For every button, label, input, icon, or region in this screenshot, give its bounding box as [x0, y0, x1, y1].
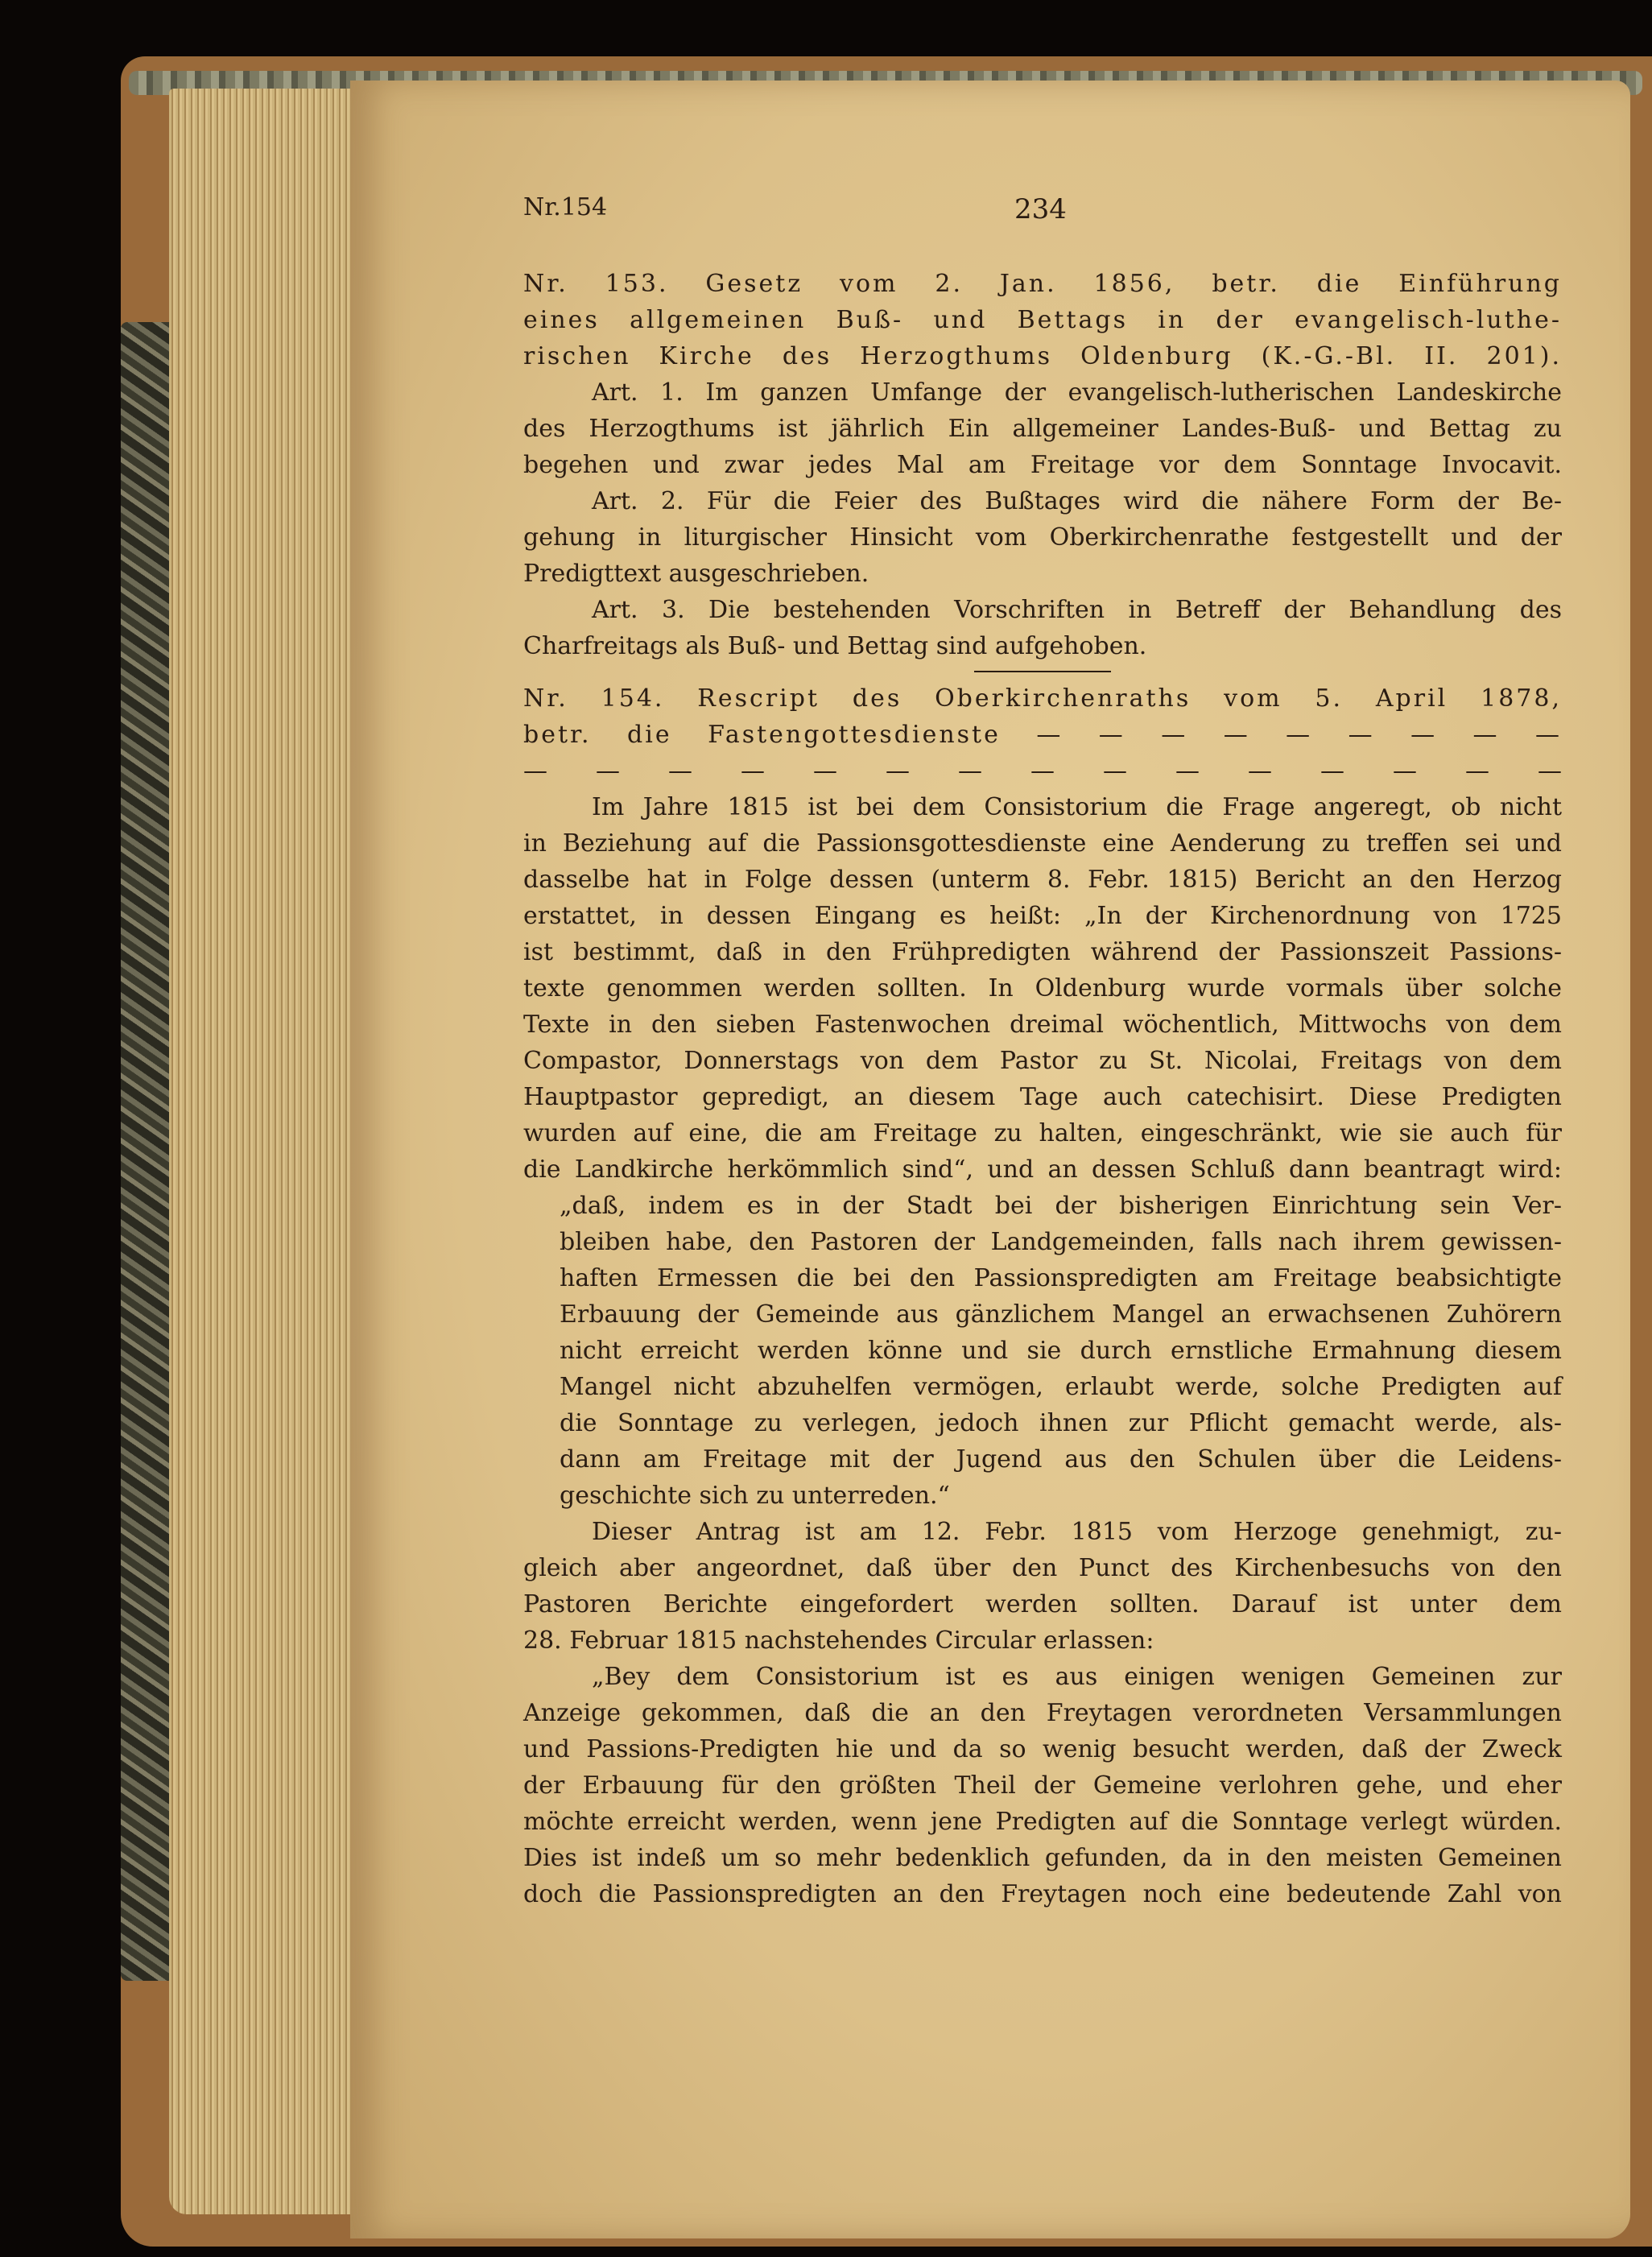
quote-line: bleiben habe, den Pastoren der Landgemeinden, falls nach ihrem gewissen-	[560, 1228, 1562, 1256]
text-line: begehen und zwar jedes Mal am Freitage vor dem Sonntage Invocavit.	[523, 451, 1562, 479]
text-line: doch die Passionspredigten an den Freytagen noch eine bedeutende Zahl von	[523, 1880, 1562, 1908]
text-line: und Passions-Predigten hie und da so wenig besucht werden, daß der Zweck	[523, 1735, 1562, 1763]
text-line: die Landkirche herkömmlich sind“, und an dessen Schluß dann beantragt wird:	[523, 1155, 1562, 1184]
running-head: Nr.154	[523, 193, 608, 221]
text-line: Anzeige gekommen, daß die an den Freytagen verordneten Versammlungen	[523, 1699, 1562, 1727]
text-line: Dieser Antrag ist am 12. Febr. 1815 vom Herzoge genehmigt, zu-	[592, 1518, 1562, 1546]
quote-line: nicht erreicht werden könne und sie durch ernstliche Ermahnung diesem	[560, 1337, 1562, 1365]
text-line: „Bey dem Consistorium ist es aus einigen wenigen Gemeinen zur	[592, 1663, 1562, 1691]
page-edges	[169, 89, 354, 2214]
text-line: Texte in den sieben Fastenwochen dreimal wöchentlich, Mittwochs von dem	[523, 1011, 1562, 1039]
text-line: in Beziehung auf die Passionsgottesdienste eine Aenderung zu treffen sei und	[523, 829, 1562, 858]
quote-line: „daß, indem es in der Stadt bei der bisherigen Einrichtung sein Ver-	[560, 1192, 1562, 1220]
page-number: 234	[1014, 193, 1067, 225]
text-line: texte genommen werden sollten. In Oldenburg wurde vormals über solche	[523, 974, 1562, 1002]
text-line: Art. 1. Im ganzen Umfange der evangelisch-lutherischen Landeskirche	[592, 378, 1562, 407]
section-divider	[974, 671, 1111, 672]
text-line: Pastoren Berichte eingefordert werden sollten. Darauf ist unter dem	[523, 1590, 1562, 1618]
text-line: Art. 3. Die bestehenden Vorschriften in Betreff der Behandlung des	[592, 596, 1562, 624]
text-line: Dies ist indeß um so mehr bedenklich gefunden, da in den meisten Gemeinen	[523, 1844, 1562, 1872]
text-line: gehung in liturgischer Hinsicht vom Oberkirchenrathe festgestellt und der	[523, 523, 1562, 552]
text-line: möchte erreicht werden, wenn jene Predigten auf die Sonntage verlegt würden.	[523, 1808, 1562, 1836]
text-line: Predigttext ausgeschrieben.	[523, 560, 869, 588]
text-line: des Herzogthums ist jährlich Ein allgemeiner Landes-Buß- und Bettag zu	[523, 415, 1562, 443]
text-line: gleich aber angeordnet, daß über den Punct des Kirchenbesuchs von den	[523, 1554, 1562, 1582]
quote-line: dann am Freitage mit der Jugend aus den Schulen über die Leidens-	[560, 1445, 1562, 1474]
text-line: Im Jahre 1815 ist bei dem Consistorium die Frage angeregt, ob nicht	[592, 793, 1562, 821]
text-line: eines allgemeinen Buß- und Bettags in der evangelisch-luthe-	[523, 306, 1562, 334]
text-line: Hauptpastor gepredigt, an diesem Tage auch catechisirt. Diese Predigten	[523, 1083, 1562, 1111]
text-line: — — — — — — — — — — — — — — —	[523, 757, 1562, 785]
text-line: betr. die Fastengottesdienste — — — — — — — — —	[523, 721, 1562, 749]
text-line: Art. 2. Für die Feier des Bußtages wird die nähere Form der Be-	[592, 487, 1562, 515]
text-line: erstattet, in dessen Eingang es heißt: „In der Kirchenordnung von 1725	[523, 902, 1562, 930]
page-header	[523, 193, 1562, 234]
text-line: wurden auf eine, die am Freitage zu halten, eingeschränkt, wie sie auch für	[523, 1119, 1562, 1147]
text-line: ist bestimmt, daß in den Frühpredigten während der Passionszeit Passions-	[523, 938, 1562, 966]
text-line: der Erbauung für den größten Theil der Gemeine verlohren gehe, und eher	[523, 1771, 1562, 1800]
text-line: 28. Februar 1815 nachstehendes Circular erlassen:	[523, 1627, 1154, 1655]
text-line: Charfreitags als Buß- und Bettag sind aufgehoben.	[523, 632, 1147, 660]
quote-line: Mangel nicht abzuhelfen vermögen, erlaubt werde, solche Predigten auf	[560, 1373, 1562, 1401]
text-line: Compastor, Donnerstags von dem Pastor zu St. Nicolai, Freitags von dem	[523, 1047, 1562, 1075]
quote-line: geschichte sich zu unterreden.“	[560, 1482, 950, 1510]
text-line: dasselbe hat in Folge dessen (unterm 8. Febr. 1815) Bericht an den Herzog	[523, 866, 1562, 894]
text-line: Nr. 153. Gesetz vom 2. Jan. 1856, betr. die Einführung	[523, 270, 1562, 298]
quote-line: die Sonntage zu verlegen, jedoch ihnen zur Pflicht gemacht werde, als-	[560, 1409, 1562, 1437]
quote-line: haften Ermessen die bei den Passionspredigten am Freitage beabsichtigte	[560, 1264, 1562, 1292]
text-line: rischen Kirche des Herzogthums Oldenburg (K.-G.-Bl. II. 201).	[523, 342, 1562, 370]
text-line: Nr. 154. Rescript des Oberkirchenraths vom 5. April 1878,	[523, 684, 1562, 713]
quote-line: Erbauung der Gemeinde aus gänzlichem Mangel an erwachsenen Zuhörern	[560, 1300, 1562, 1329]
page-body	[523, 266, 1562, 1912]
